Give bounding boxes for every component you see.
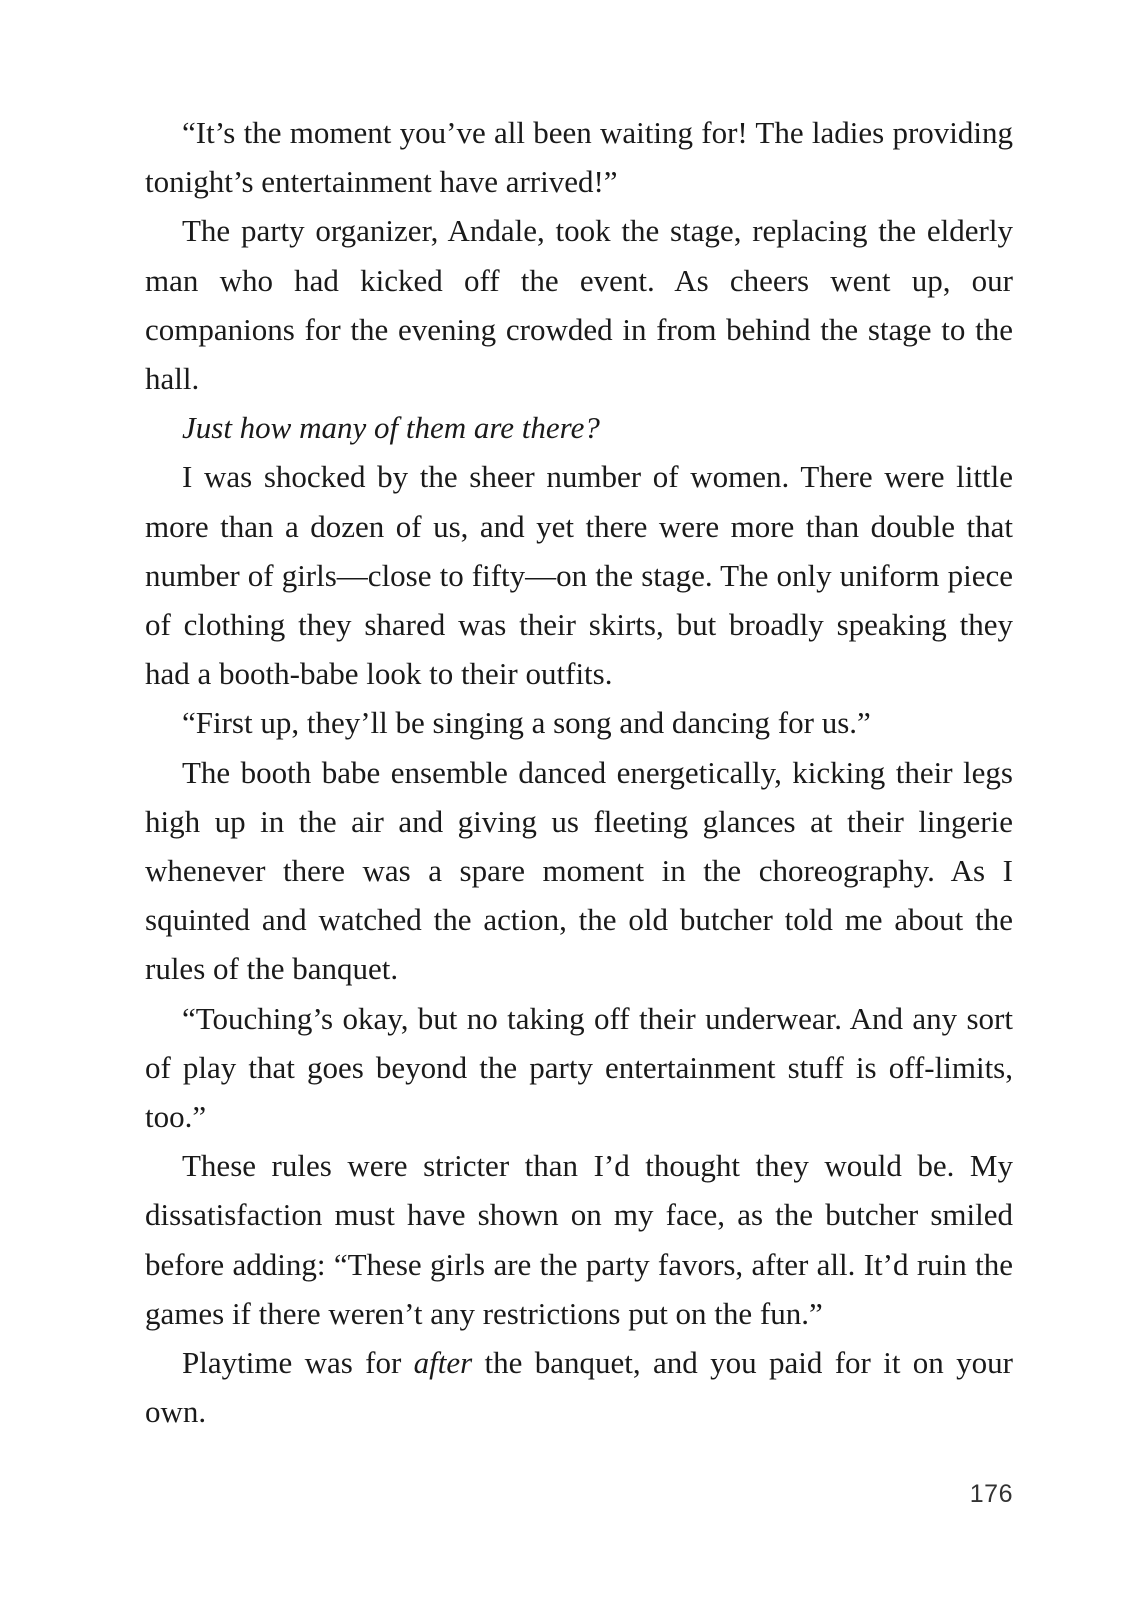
paragraph-text: “First up, they’ll be singing a song and dancing for us.” xyxy=(182,705,871,741)
paragraph-text: These rules were stricter than I’d thought they would be. My dissatisfaction must have shown on my face, as the butcher smiled before adding: “These girls are the party favors, after all. It’d ruin the games if there weren’t any restrictions put on the fun.” xyxy=(145,1148,1013,1331)
paragraph xyxy=(145,206,1013,403)
paragraph xyxy=(145,403,1013,452)
paragraph-italic-text: Just how many of them are there? xyxy=(182,410,600,446)
paragraph xyxy=(145,994,1013,1142)
paragraph-text: I was shocked by the sheer number of women. There were little more than a dozen of us, and yet there were more than double that number of girls—close to fifty—on the stage. The only uniform piece of clothing they shared was their skirts, but broadly speaking they had a booth-babe look to their outfits. xyxy=(145,459,1013,692)
paragraph-text: The booth babe ensemble danced energetically, kicking their legs high up in the air and giving us fleeting glances at their lingerie whenever there was a spare moment in the choreography. As I squinted and watched the action, the old butcher told me about the rules of the banquet. xyxy=(145,754,1013,987)
page-number: 176 xyxy=(969,1480,1013,1508)
paragraph-text: Playtime was for xyxy=(182,1345,414,1381)
paragraph-italic-text: after xyxy=(413,1345,473,1381)
paragraph xyxy=(145,698,1013,747)
paragraph-text: the banquet, and you paid for it on your own. xyxy=(145,1345,1013,1430)
paragraph xyxy=(145,1141,1013,1338)
paragraph-text: “Touching’s okay, but no taking off their underwear. And any sort of play that goes beyond the party entertainment stuff is off-limits, too.” xyxy=(145,1000,1013,1135)
paragraph-text: “It’s the moment you’ve all been waiting for! The ladies providing tonight’s entertainment have arrived!” xyxy=(145,115,1013,200)
paragraph xyxy=(145,452,1013,698)
paragraph xyxy=(145,1338,1013,1436)
paragraph-text: The party organizer, Andale, took the stage, replacing the elderly man who had kicked off the event. As cheers went up, our companions for the evening crowded in from behind the stage to the hall. xyxy=(145,213,1013,397)
paragraph xyxy=(145,108,1013,206)
page-body xyxy=(145,108,1013,1436)
paragraph xyxy=(145,748,1013,994)
